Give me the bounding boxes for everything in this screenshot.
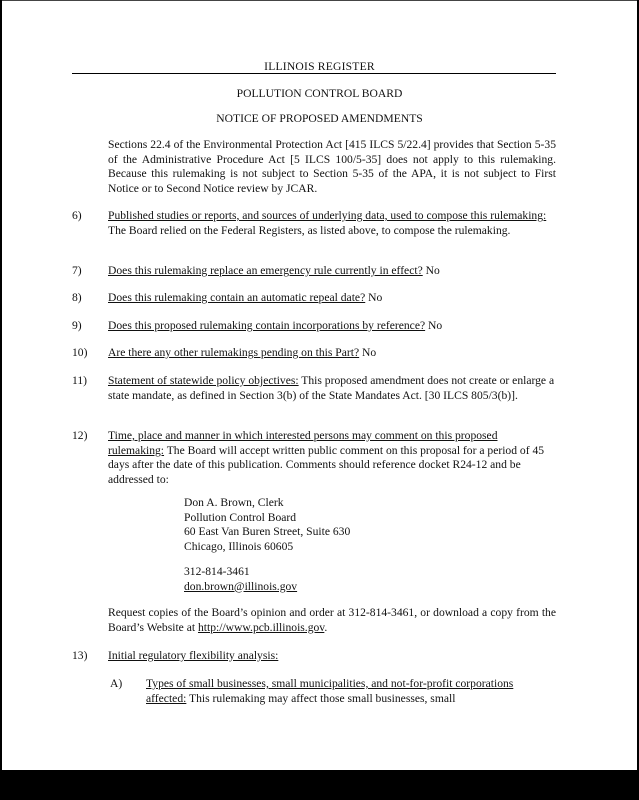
item-number: 13) xyxy=(72,649,88,662)
register-header: ILLINOIS REGISTER xyxy=(264,60,375,73)
item-heading: Does this rulemaking contain an automatic repeal date? xyxy=(108,291,366,304)
item-heading: Initial regulatory flexibility analysis: xyxy=(108,649,279,662)
clerk-org: Pollution Control Board xyxy=(184,510,297,524)
item-body: No xyxy=(422,264,440,277)
clerk-email-link[interactable]: don.brown@illinois.gov xyxy=(184,579,298,593)
item-number: 7) xyxy=(72,264,82,277)
page-top-edge xyxy=(0,0,639,1)
subitem-heading: Types of small businesses, small municipalities, and not-for-profit corporations affected: xyxy=(146,677,514,705)
item-number: 10) xyxy=(72,346,88,359)
notice-title: NOTICE OF PROPOSED AMENDMENTS xyxy=(216,112,423,125)
copies-text: Request copies of the Board’s opinion and order at 312-814-3461, or download a copy from the Board’s Website at xyxy=(108,606,556,634)
item-body: No xyxy=(365,291,383,304)
item-heading: Published studies or reports, and sources of underlying data, used to compose this rulemaking: xyxy=(108,209,547,222)
item-body: The Board will accept written public comment on this proposal for a period of 45 days after the date of this publication. Comments should reference docket R24-12 and be addressed to: xyxy=(108,443,545,486)
item-number: 11) xyxy=(72,374,88,387)
item-body: No xyxy=(359,346,377,359)
copies-end: . xyxy=(324,620,328,634)
clerk-phone: 312-814-3461 xyxy=(184,565,250,578)
subitem-label: A) xyxy=(110,677,123,690)
item-body: This proposed amendment does not create or enlarge a state mandate, as defined in Section 3(b) of the State Mandates Act. [30 ILCS 805/3(b)]. xyxy=(108,374,555,402)
clerk-name: Don A. Brown, Clerk xyxy=(184,496,284,509)
header-rule xyxy=(72,73,556,74)
item-heading: Are there any other rulemakings pending on this Part? xyxy=(108,346,360,359)
item-number: 12) xyxy=(72,429,88,442)
board-website-link[interactable]: http://www.pcb.illinois.gov xyxy=(197,620,325,634)
item-heading: Time, place and manner in which interested persons may comment on this proposed rulemaking: xyxy=(108,429,498,457)
address-block xyxy=(184,496,564,554)
item-heading: Does this rulemaking replace an emergency rule currently in effect? xyxy=(108,264,423,277)
item-number: 9) xyxy=(72,319,82,332)
item-body: The Board relied on the Federal Registers, as listed above, to compose the rulemaking. xyxy=(108,223,511,237)
item-heading: Statement of statewide policy objectives: xyxy=(108,374,299,387)
item-body: No xyxy=(425,319,443,332)
copies-paragraph xyxy=(108,606,556,635)
board-name: POLLUTION CONTROL BOARD xyxy=(236,87,403,100)
item-number: 6) xyxy=(72,209,82,222)
intro-paragraph: Sections 22.4 of the Environmental Protection Act [415 ILCS 5/22.4] provides that Section 5-35 of the Administrative Procedure Act [5 ILCS 100/5-35] does not apply to this rulemaking. Because this rulemaking is not subject to Section 5-35 of the APA, it is not subject to First Notice or to Second Notice review by JCAR. xyxy=(108,138,556,195)
item-heading: Does this proposed rulemaking contain incorporations by reference? xyxy=(108,319,426,332)
item-number: 8) xyxy=(72,291,82,304)
clerk-street: 60 East Van Buren Street, Suite 630 xyxy=(184,525,351,539)
subitem-body: This rulemaking may affect those small businesses, small xyxy=(186,691,456,705)
contact-block xyxy=(184,565,564,594)
clerk-city: Chicago, Illinois 60605 xyxy=(184,539,294,553)
scan-bottom-band xyxy=(0,770,639,800)
